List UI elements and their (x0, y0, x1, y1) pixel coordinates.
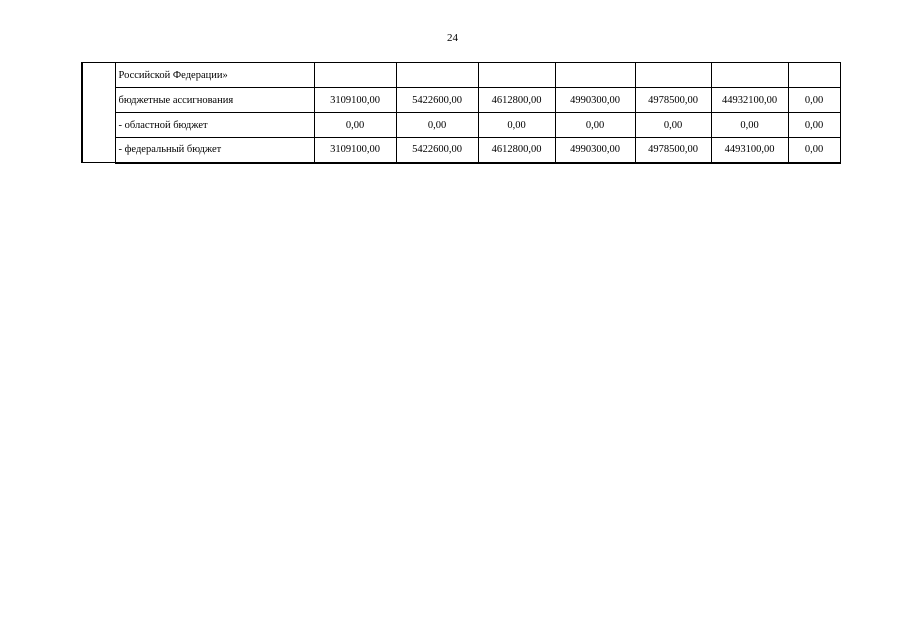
value-cell: 0,00 (555, 113, 635, 138)
value-cell: 5422600,00 (396, 88, 478, 113)
value-cell: 4978500,00 (635, 88, 711, 113)
row-index-cell (82, 63, 115, 163)
value-cell (555, 63, 635, 88)
table-row (82, 113, 840, 138)
value-cell (711, 63, 788, 88)
table-row (82, 138, 840, 163)
value-cell: 0,00 (478, 113, 555, 138)
value-cell: 44932100,00 (711, 88, 788, 113)
value-cell: 0,00 (396, 113, 478, 138)
table-row (82, 63, 840, 88)
value-cell (396, 63, 478, 88)
value-cell: 3109100,00 (314, 88, 396, 113)
value-cell (478, 63, 555, 88)
value-cell (314, 63, 396, 88)
table-row (82, 88, 840, 113)
row-label: - федеральный бюджет (115, 138, 314, 163)
value-cell: 4990300,00 (555, 88, 635, 113)
value-cell: 0,00 (711, 113, 788, 138)
row-label: - областной бюджет (115, 113, 314, 138)
value-cell: 5422600,00 (396, 138, 478, 163)
value-cell: 0,00 (314, 113, 396, 138)
row-label: бюджетные ассигнования (115, 88, 314, 113)
value-cell: 4612800,00 (478, 88, 555, 113)
value-cell (635, 63, 711, 88)
value-cell: 0,00 (788, 138, 840, 163)
value-cell: 0,00 (788, 88, 840, 113)
value-cell: 4978500,00 (635, 138, 711, 163)
value-cell: 0,00 (635, 113, 711, 138)
page-number: 24 (447, 32, 458, 44)
row-label: Российской Федерации» (115, 63, 314, 88)
value-cell: 4493100,00 (711, 138, 788, 163)
value-cell: 3109100,00 (314, 138, 396, 163)
value-cell: 4612800,00 (478, 138, 555, 163)
value-cell (788, 63, 840, 88)
value-cell: 4990300,00 (555, 138, 635, 163)
budget-table (81, 62, 841, 164)
value-cell: 0,00 (788, 113, 840, 138)
